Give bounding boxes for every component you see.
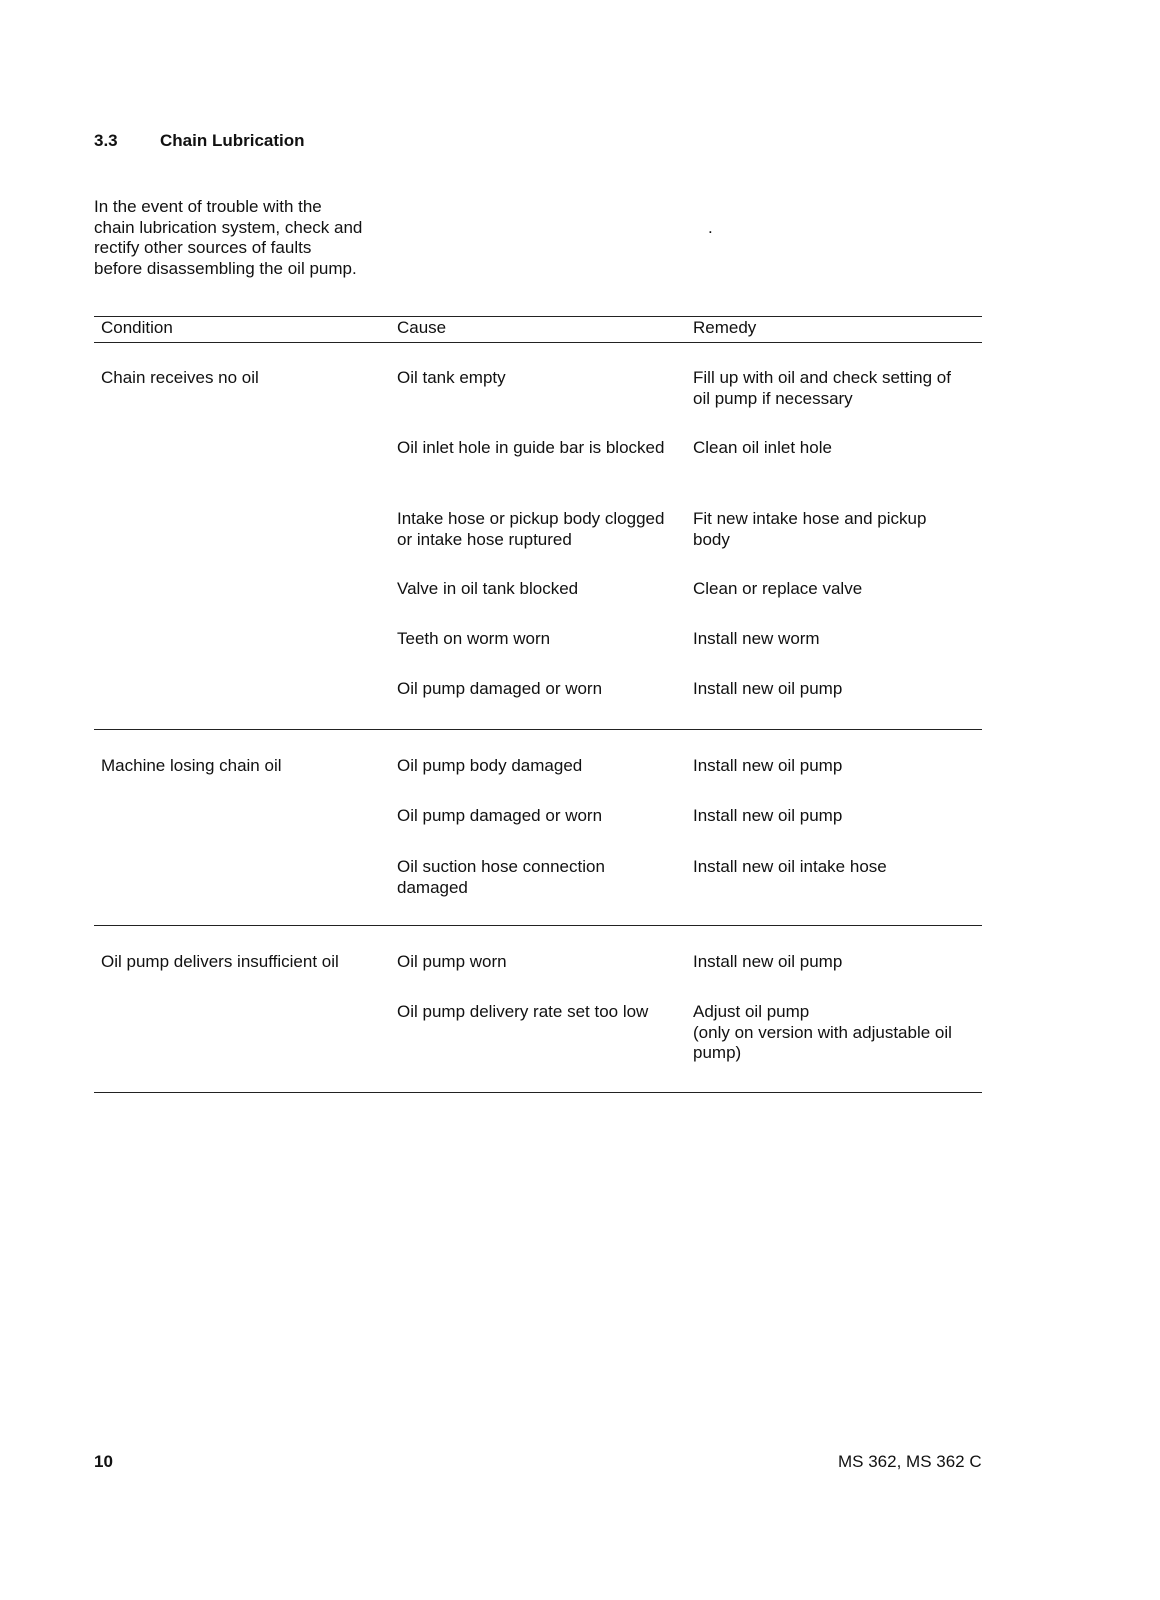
intro-line: rectify other sources of faults xyxy=(94,238,312,257)
remedy-cell: Install new oil pump xyxy=(693,756,843,775)
cause-cell: Oil pump damaged or worn xyxy=(397,806,603,825)
header-condition: Condition xyxy=(101,318,173,337)
group-divider-rule xyxy=(94,925,982,926)
table-top-rule xyxy=(94,316,982,317)
remedy-cell: Install new worm xyxy=(693,629,820,648)
group-divider-rule xyxy=(94,729,982,730)
cause-cell: Teeth on worm worn xyxy=(397,629,551,648)
model-label: MS 362, MS 362 C xyxy=(838,1452,982,1471)
remedy-cell: Fit new intake hose and pickup body xyxy=(693,509,927,549)
section-number: 3.3 xyxy=(94,131,118,150)
cause-cell: Intake hose or pickup body clogged or intake hose ruptured xyxy=(397,509,665,549)
remedy-cell: Install new oil pump xyxy=(693,952,843,971)
table-bottom-rule xyxy=(94,1092,982,1093)
condition-cell: Machine losing chain oil xyxy=(101,756,282,775)
condition-cell: Oil pump delivers insufficient oil xyxy=(101,952,339,971)
header-bottom-rule xyxy=(94,342,982,343)
remedy-cell: Adjust oil pump (only on version with adjustable oil pump) xyxy=(693,1002,952,1062)
section-title: Chain Lubrication xyxy=(160,131,305,150)
cause-cell: Oil suction hose connection damaged xyxy=(397,857,605,897)
cause-cell: Oil tank empty xyxy=(397,368,506,387)
cause-cell: Oil pump delivery rate set too low xyxy=(397,1002,649,1021)
page-number: 10 xyxy=(94,1452,113,1471)
cause-cell: Valve in oil tank blocked xyxy=(397,579,579,598)
intro-paragraph xyxy=(94,197,394,279)
remedy-cell: Install new oil pump xyxy=(693,679,843,698)
condition-cell: Chain receives no oil xyxy=(101,368,259,387)
cause-cell: Oil pump damaged or worn xyxy=(397,679,603,698)
remedy-cell: Install new oil pump xyxy=(693,806,843,825)
intro-line: In the event of trouble with the xyxy=(94,197,322,216)
remedy-cell: Clean oil inlet hole xyxy=(693,438,832,457)
header-remedy: Remedy xyxy=(693,318,757,337)
intro-line: before disassembling the oil pump. xyxy=(94,258,357,278)
stray-mark: . xyxy=(708,218,713,237)
header-cause: Cause xyxy=(397,318,447,337)
remedy-cell: Install new oil intake hose xyxy=(693,857,887,876)
cause-cell: Oil pump worn xyxy=(397,952,507,971)
remedy-cell: Clean or replace valve xyxy=(693,579,863,598)
remedy-cell: Fill up with oil and check setting of oil pump if necessary xyxy=(693,368,951,408)
cause-cell: Oil inlet hole in guide bar is blocked xyxy=(397,438,665,457)
intro-line: chain lubrication system, check and xyxy=(94,217,363,237)
cause-cell: Oil pump body damaged xyxy=(397,756,583,775)
